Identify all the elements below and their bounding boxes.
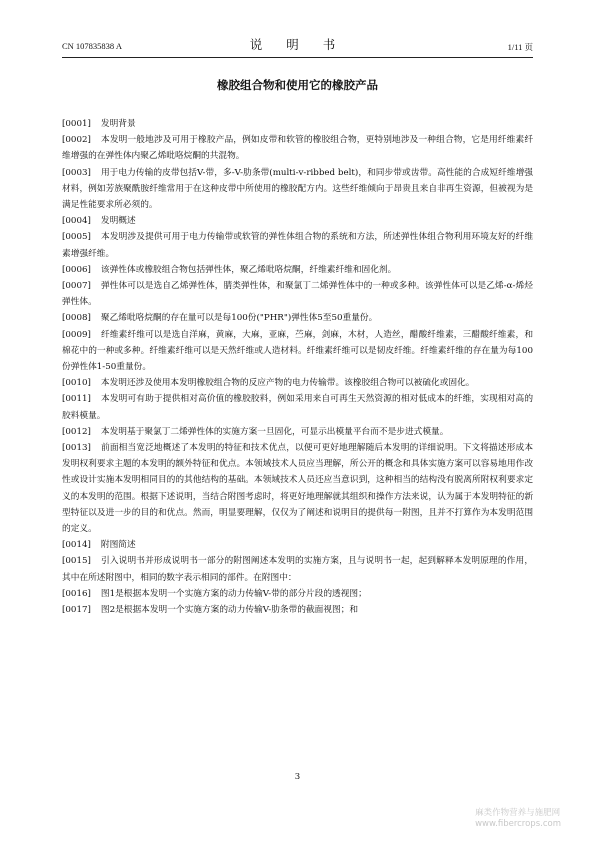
paragraph-number: [0002] — [62, 135, 91, 146]
paragraph-number: [0005] — [62, 232, 91, 243]
paragraph-text: 用于电力传输的皮带包括V-带，多-V-肋条带(multi-v-ribbed belt)，和同步带或齿带。高性能的合成短纤维增强材料，例如芳族聚酰胺纤维常用于在这种皮带中所使用的橡胶配方内。这些纤维倾向于昂贵且来自非再生资源，但被视为是满足性能要求所必须的。 — [62, 167, 533, 211]
paragraph-number: [0014] — [62, 540, 91, 551]
paragraph-text: 本发明可有助于提供相对高价值的橡胶胶料，例如采用来自可再生天然资源的相对低成本的纤维，实现相对高的胶料模量。 — [62, 394, 533, 421]
paragraph — [62, 537, 533, 553]
paragraph-number: [0007] — [62, 281, 91, 292]
paragraph-text: 前面相当宽泛地概述了本发明的特征和技术优点，以便可更好地理解随后本发明的详细说明。下文将描述形成本发明权利要求主题的本发明的额外特征和优点。本领域技术人员应当理解，所公开的概念和具体实施方案可以容易地用作改性或设计实施本发明相同目的的其他结构的基础。本领域技术人员还应当意识到，这种相当的结构没有脱离所附权利要求定义的本发明的范围。根据下述说明，当结合附图考虑时，将更好地理解就其组织和操作方法来说，认为属于本发明特征的新型特征以及进一步的目的和优点。然而，明显要理解，仅仅为了阐述和说明目的提供每一附图，且并不打算作为本发明范围的定义。 — [62, 443, 533, 535]
paragraph — [62, 165, 533, 214]
paragraph — [62, 375, 533, 391]
paragraph-number: [0004] — [62, 216, 91, 227]
header-title: 说 明 书 — [249, 37, 346, 52]
paragraph — [62, 424, 533, 440]
paragraph-text: 图2是根据本发明一个实施方案的动力传输V-肋条带的截面视图；和 — [100, 605, 359, 616]
watermark-line-2: www.fibercrops.com — [475, 819, 561, 829]
paragraph-text: 图1是根据本发明一个实施方案的动力传输V-带的部分片段的透视图； — [100, 588, 367, 599]
paragraph — [62, 327, 533, 376]
paragraph-number: [0003] — [62, 167, 91, 178]
document-title: 橡胶组合物和使用它的橡胶产品 — [217, 78, 378, 92]
paragraph — [62, 586, 533, 602]
paragraph-number: [0010] — [62, 378, 91, 389]
paragraph-text: 纤维素纤维可以是选自洋麻，黄麻，大麻，亚麻，苎麻，剑麻，木材，人造丝，醋酸纤维素，三醋酸纤维素，和棉花中的一种或多种。纤维素纤维可以是天然纤维或人造材料。纤维素纤维可以是韧皮纤维。纤维素纤维的存在量为每100份弹性体1-50重量份。 — [62, 329, 533, 373]
page-header — [62, 31, 533, 53]
patent-number: CN 107835838 A — [62, 41, 122, 51]
watermark-line-1: 麻类作物营养与施肥网 — [475, 808, 561, 818]
paragraph-number: [0011] — [62, 394, 91, 405]
paragraph — [62, 553, 533, 585]
paragraph — [62, 213, 533, 229]
paragraph-text: 附图简述 — [100, 540, 136, 551]
paragraph-text: 弹性体可以是选自乙烯弹性体，腈类弹性体，和聚氯丁二烯弹性体中的一种或多种。该弹性体可以是乙烯-α-烯烃弹性体。 — [62, 281, 533, 308]
paragraph-list — [62, 116, 533, 618]
page-indicator: 1/11 页 — [507, 42, 533, 52]
paragraph-number: [0017] — [62, 605, 91, 616]
paragraph-text: 本发明还涉及使用本发明橡胶组合物的反应产物的电力传输带。该橡胶组合物可以被硫化或固化。 — [100, 378, 475, 389]
paragraph — [62, 262, 533, 278]
paragraph-number: [0016] — [62, 588, 91, 599]
paragraph-text: 发明背景 — [100, 119, 136, 129]
watermark — [475, 808, 561, 830]
paragraph-text: 引入说明书并形成说明书一部分的附图阐述本发明的实施方案，且与说明书一起，起到解释本发明原理的作用，其中在所述附图中，相同的数字表示相同的部件。在附图中： — [62, 556, 533, 583]
paragraph-number: [0012] — [62, 426, 91, 437]
paragraph-number: [0013] — [62, 443, 91, 454]
paragraph — [62, 116, 533, 132]
paragraph-text: 本发明基于聚氯丁二烯弹性体的实施方案一旦固化，可显示出模量平台而不是步进式模量。 — [100, 426, 449, 437]
paragraph — [62, 391, 533, 423]
paragraph-number: [0006] — [62, 264, 91, 275]
paragraph-number: [0009] — [62, 329, 91, 340]
paragraph-number: [0001] — [62, 119, 91, 129]
paragraph-text: 发明概述 — [100, 216, 136, 227]
paragraph — [62, 278, 533, 310]
page-number: 3 — [294, 772, 301, 782]
paragraph-text: 本发明一般地涉及可用于橡胶产品，例如皮带和软管的橡胶组合物，更特别地涉及一种组合物，它是用纤维素纤维增强的在弹性体内聚乙烯吡咯烷酮的共混物。 — [62, 135, 533, 162]
paragraph-number: [0015] — [62, 556, 91, 567]
paragraph — [62, 602, 533, 618]
paragraph — [62, 310, 533, 326]
paragraph-text: 该弹性体或橡胶组合物包括弹性体，聚乙烯吡咯烷酮，纤维素纤维和固化剂。 — [100, 264, 397, 275]
header-rule — [62, 57, 533, 58]
paragraph — [62, 132, 533, 164]
paragraph-text: 聚乙烯吡咯烷酮的存在量可以是每100份("PHR")弹性体5至50重量份。 — [100, 313, 378, 324]
paragraph — [62, 229, 533, 261]
paragraph-text: 本发明涉及提供可用于电力传输带或软管的弹性体组合物的系统和方法，所述弹性体组合物利用环境友好的纤维素增强纤维。 — [62, 232, 533, 259]
paragraph — [62, 440, 533, 537]
paragraph-number: [0008] — [62, 313, 91, 324]
